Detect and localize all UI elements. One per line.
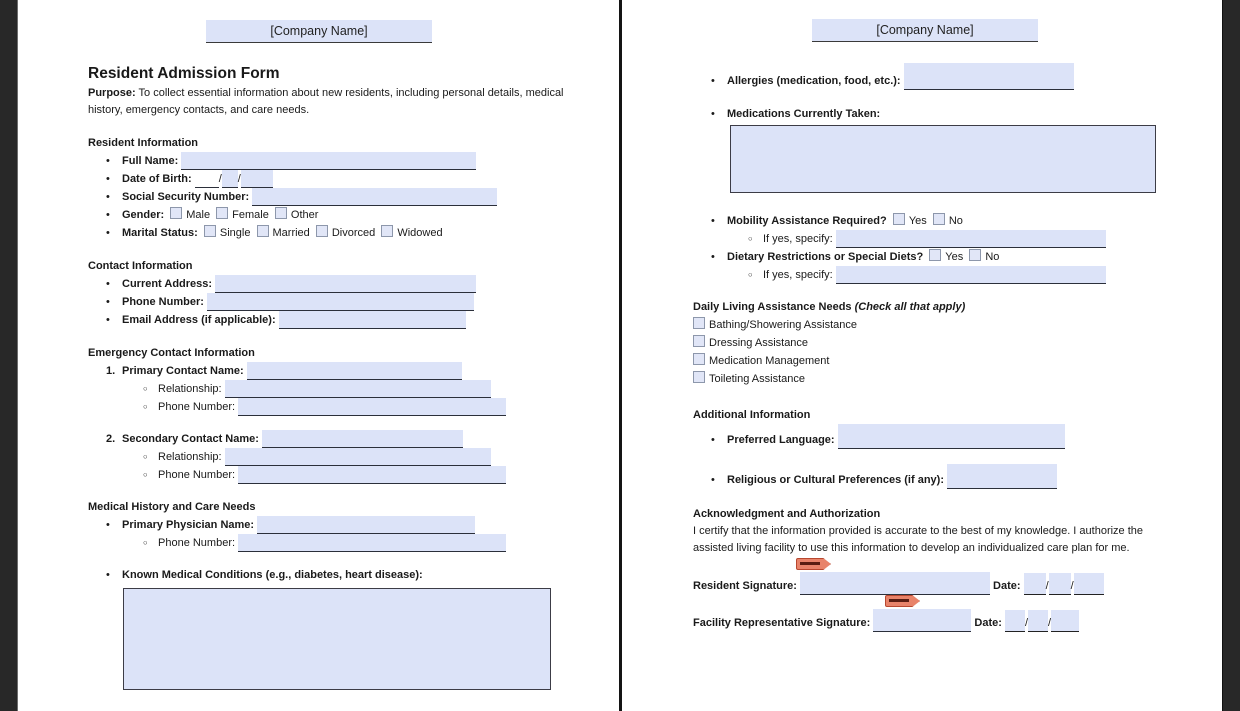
checkbox-medication-mgmt[interactable] [693, 353, 705, 365]
physician-label: Primary Physician Name: [122, 519, 255, 531]
ssn-row [106, 188, 574, 206]
bullet-icon: • [711, 251, 715, 263]
item-number: 1. [106, 365, 116, 377]
resident-signature-label: Resident Signature: [693, 580, 797, 592]
dob-row [106, 170, 574, 188]
primary-relationship-input[interactable] [225, 380, 491, 398]
secondary-contact-row [106, 430, 574, 448]
ssn-input[interactable] [252, 188, 497, 206]
bullet-icon: • [106, 227, 110, 239]
daily-option-row [693, 370, 1179, 388]
bullet-icon: • [711, 434, 715, 446]
allergies-label: Allergies (medication, food, etc.): [727, 75, 901, 87]
slash: / [218, 173, 222, 185]
mobility-label: Mobility Assistance Required? [727, 215, 887, 227]
phone-input[interactable] [207, 293, 474, 311]
medications-textarea[interactable] [730, 125, 1156, 193]
item-number: 2. [106, 433, 116, 445]
religious-label: Religious or Cultural Preferences (if any): [727, 474, 944, 486]
sign-here-flag-icon[interactable] [796, 558, 831, 570]
page-2 [622, 0, 1219, 711]
section-heading-contact-info: Contact Information [88, 260, 193, 272]
marital-divorced-label: Divorced [331, 227, 376, 239]
daily-option-row [693, 334, 1179, 352]
dietary-specify-row [748, 266, 1179, 284]
page-1 [18, 0, 619, 711]
allergies-input[interactable] [904, 63, 1074, 90]
secondary-relationship-input[interactable] [225, 448, 491, 466]
relationship-label: Relationship: [158, 383, 222, 395]
full-name-input[interactable] [181, 152, 476, 170]
mobility-specify-input[interactable] [836, 230, 1106, 248]
yes-label: Yes [908, 215, 927, 227]
resident-signature-row [693, 572, 1179, 595]
address-label: Current Address: [122, 278, 213, 290]
email-input[interactable] [279, 311, 466, 329]
physician-input[interactable] [257, 516, 475, 534]
checkbox-bathing[interactable] [693, 317, 705, 329]
sub-bullet-icon: ○ [143, 384, 148, 393]
gender-other-label: Other [290, 209, 319, 221]
secondary-contact-input[interactable] [262, 430, 463, 448]
section-heading-medical: Medical History and Care Needs [88, 501, 256, 513]
language-label: Preferred Language: [727, 434, 835, 446]
check-all-note: (Check all that apply) [854, 301, 966, 313]
primary-contact-row [106, 362, 574, 380]
dob-label: Date of Birth: [122, 173, 192, 185]
slash: / [237, 173, 241, 185]
daily-option-row [693, 352, 1179, 370]
section-heading-additional: Additional Information [693, 409, 811, 421]
date-label: Date: [993, 580, 1021, 592]
purpose-text: Purpose: To collect essential information about new residents, including personal details, medical history, emergency contacts, and care needs. [88, 87, 564, 116]
physician-phone-row [143, 534, 574, 552]
conditions-textarea[interactable] [123, 588, 551, 690]
language-row [711, 424, 1179, 449]
yes-label: Yes [945, 251, 964, 263]
address-row [106, 275, 574, 293]
dietary-row [711, 248, 1179, 266]
section-heading-daily-living: Daily Living Assistance Needs (Check all that apply) [693, 301, 966, 313]
primary-contact-label: Primary Contact Name: [122, 365, 244, 377]
bullet-icon: • [106, 519, 110, 531]
marital-label: Marital Status: [122, 227, 198, 239]
facility-date-year-input[interactable] [1051, 610, 1079, 632]
checkbox-marital-widowed[interactable] [381, 225, 393, 237]
email-row [106, 311, 574, 329]
medication-mgmt-label: Medication Management [709, 355, 830, 367]
section-heading-acknowledgment: Acknowledgment and Authorization [693, 508, 881, 520]
checkbox-gender-other[interactable] [275, 207, 287, 219]
bullet-icon: • [711, 215, 715, 227]
mobility-row [711, 212, 1179, 230]
marital-married-label: Married [272, 227, 310, 239]
religious-row [711, 464, 1179, 489]
dob-year-input[interactable] [241, 170, 273, 188]
gender-female-label: Female [232, 209, 269, 221]
dob-month-input[interactable] [195, 170, 219, 188]
company-name-field[interactable]: [Company Name] [812, 19, 1038, 42]
form-title: Resident Admission Form [88, 65, 280, 82]
checkbox-gender-female[interactable] [216, 207, 228, 219]
phone-number-label: Phone Number: [158, 537, 236, 549]
right-dark-margin [1222, 0, 1240, 711]
secondary-phone-row [143, 466, 574, 484]
sub-bullet-icon: ○ [143, 470, 148, 479]
medications-row [711, 105, 1179, 123]
ssn-label: Social Security Number: [122, 191, 250, 203]
bullet-icon: • [711, 474, 715, 486]
primary-phone-row [143, 398, 574, 416]
bullet-icon: • [106, 155, 110, 167]
purpose-label: Purpose: [88, 87, 136, 99]
checkbox-marital-divorced[interactable] [316, 225, 328, 237]
no-label: No [948, 215, 963, 227]
medications-label: Medications Currently Taken: [727, 108, 881, 120]
slash: / [1048, 617, 1052, 629]
resident-signature-input[interactable] [800, 572, 990, 595]
slash: / [1045, 580, 1049, 592]
facility-signature-input[interactable] [873, 609, 971, 632]
primary-relationship-row [143, 380, 574, 398]
acknowledgment-text: I certify that the information provided is accurate to the best of my knowledge. I authorize the assisted living facility to use this information to develop an individualized care plan for me. [693, 525, 1144, 554]
slash: / [1070, 580, 1074, 592]
checkbox-dietary-yes[interactable] [929, 249, 941, 261]
resident-date-day-input[interactable] [1049, 573, 1071, 595]
company-name-field[interactable]: [Company Name] [206, 20, 432, 43]
phone-label: Phone Number: [122, 296, 204, 308]
language-input[interactable] [838, 424, 1065, 449]
sub-bullet-icon: ○ [748, 234, 753, 243]
phone-row [106, 293, 574, 311]
conditions-row [106, 566, 574, 584]
date-label: Date: [974, 617, 1002, 629]
daily-option-row [693, 316, 1179, 334]
checkbox-toileting[interactable] [693, 371, 705, 383]
secondary-contact-label: Secondary Contact Name: [122, 433, 259, 445]
facility-signature-row [693, 609, 1179, 632]
phone-number-label: Phone Number: [158, 401, 236, 413]
sub-bullet-icon: ○ [143, 402, 148, 411]
facility-date-day-input[interactable] [1028, 610, 1048, 632]
marital-row [106, 224, 574, 242]
dietary-specify-input[interactable] [836, 266, 1106, 284]
checkbox-marital-married[interactable] [257, 225, 269, 237]
primary-contact-input[interactable] [247, 362, 462, 380]
religious-input[interactable] [947, 464, 1057, 489]
facility-date-month-input[interactable] [1005, 610, 1025, 632]
slash: / [1024, 617, 1029, 629]
checkbox-mobility-no[interactable] [933, 213, 945, 225]
full-name-row [106, 152, 574, 170]
section-heading-emergency: Emergency Contact Information [88, 347, 255, 359]
resident-date-month-input[interactable] [1024, 573, 1046, 595]
marital-single-label: Single [219, 227, 251, 239]
sub-bullet-icon: ○ [143, 538, 148, 547]
bullet-icon: • [106, 173, 110, 185]
checkbox-marital-single[interactable] [204, 225, 216, 237]
allergies-row [711, 63, 1179, 90]
primary-phone-input[interactable] [238, 398, 506, 416]
left-dark-margin [0, 0, 18, 711]
checkbox-gender-male[interactable] [170, 207, 182, 219]
dietary-label: Dietary Restrictions or Special Diets? [727, 251, 924, 263]
no-label: No [985, 251, 1000, 263]
resident-date-year-input[interactable] [1074, 573, 1104, 595]
checkbox-mobility-yes[interactable] [893, 213, 905, 225]
section-heading-resident-info: Resident Information [88, 137, 199, 149]
toileting-label: Toileting Assistance [709, 373, 805, 385]
dressing-label: Dressing Assistance [709, 337, 809, 349]
bullet-icon: • [711, 108, 715, 120]
marital-widowed-label: Widowed [397, 227, 443, 239]
bullet-icon: • [106, 209, 110, 221]
facility-signature-label: Facility Representative Signature: [693, 617, 871, 629]
phone-number-label: Phone Number: [158, 469, 236, 481]
address-input[interactable] [215, 275, 476, 293]
checkbox-dietary-no[interactable] [969, 249, 981, 261]
bullet-icon: • [711, 75, 715, 87]
bullet-icon: • [106, 314, 110, 326]
dob-day-input[interactable] [222, 170, 238, 188]
sub-bullet-icon: ○ [143, 452, 148, 461]
email-label: Email Address (if applicable): [122, 314, 276, 326]
sub-bullet-icon: ○ [748, 270, 753, 279]
bullet-icon: • [106, 569, 110, 581]
physician-row [106, 516, 574, 534]
physician-phone-input[interactable] [238, 534, 506, 552]
gender-row [106, 206, 574, 224]
relationship-label: Relationship: [158, 451, 222, 463]
sign-here-flag-icon[interactable] [885, 595, 920, 607]
mobility-specify-row [748, 230, 1179, 248]
bullet-icon: • [106, 278, 110, 290]
if-yes-label: If yes, specify: [763, 269, 833, 281]
checkbox-dressing[interactable] [693, 335, 705, 347]
secondary-relationship-row [143, 448, 574, 466]
bullet-icon: • [106, 296, 110, 308]
bullet-icon: • [106, 191, 110, 203]
gender-male-label: Male [186, 209, 211, 221]
if-yes-label: If yes, specify: [763, 233, 833, 245]
gender-label: Gender: [122, 209, 165, 221]
full-name-label: Full Name: [122, 155, 179, 167]
secondary-phone-input[interactable] [238, 466, 506, 484]
conditions-label: Known Medical Conditions (e.g., diabetes, heart disease): [122, 569, 423, 581]
bathing-label: Bathing/Showering Assistance [709, 319, 857, 331]
